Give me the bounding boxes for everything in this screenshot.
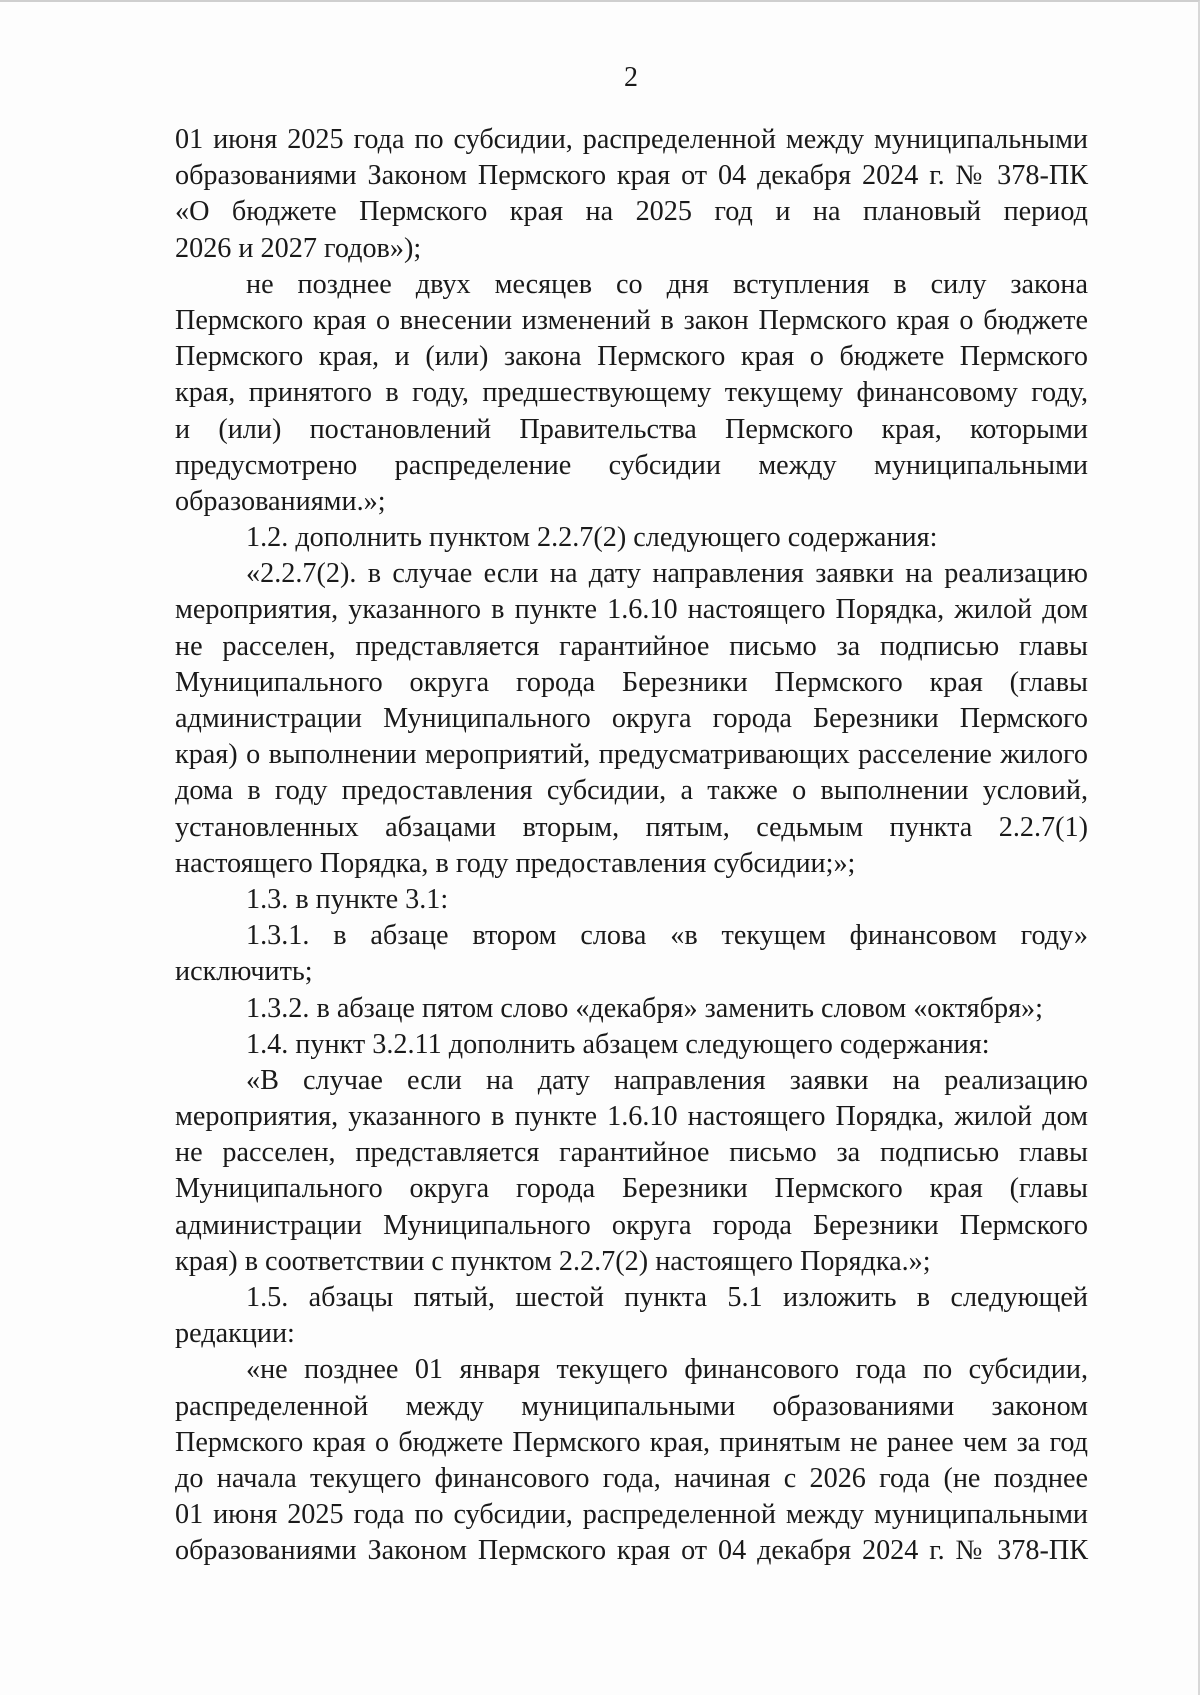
text-line: края) в соответствии с пунктом 2.2.7(2) настоящего Порядка.»; (175, 1245, 931, 1277)
text-line: края) о выполнении мероприятий, предусматривающих расселение жилого (175, 739, 1088, 771)
text-line: администрации Муниципального округа города Березники Пермского (175, 703, 1088, 734)
paragraph (175, 520, 1088, 556)
text-line: предусмотрено распределение субсидии между муниципальными (175, 449, 1088, 481)
text-line: 1.3.1. в абзаце втором слова «в текущем финансовом году» (246, 920, 1088, 952)
text-line: 01 июня 2025 года по субсидии, распределенной между муниципальными (175, 124, 1088, 155)
text-line: образованиями Законом Пермского края от 04 декабря 2024 г. № 378-ПК (175, 1535, 1088, 1567)
paragraph (175, 991, 1088, 1027)
text-line: настоящего Порядка, в году предоставления субсидии;»; (175, 847, 856, 879)
document-body (175, 122, 1088, 1570)
text-line: образованиями.»; (175, 485, 386, 517)
text-line: Пермского края о внесении изменений в закон Пермского края о бюджете (175, 304, 1088, 336)
paragraph (175, 122, 1088, 267)
paragraph (175, 1352, 1088, 1569)
paragraph (175, 882, 1088, 918)
text-line: администрации Муниципального округа города Березники Пермского (175, 1209, 1088, 1241)
text-line: исключить; (175, 956, 313, 988)
text-line: 1.4. пункт 3.2.11 дополнить абзацем следующего содержания: (246, 1028, 990, 1060)
paragraph (175, 267, 1088, 520)
text-line: до начала текущего финансового года, начиная с 2026 года (не позднее (175, 1462, 1088, 1494)
text-line: не позднее двух месяцев со дня вступления в силу закона (246, 268, 1088, 300)
text-line: Муниципального округа города Березники Пермского края (главы (175, 666, 1088, 698)
text-line: 01 июня 2025 года по субсидии, распределенной между муниципальными (175, 1499, 1088, 1531)
text-line: не расселен, представляется гарантийное письмо за подписью главы (175, 1137, 1088, 1169)
text-line: края, принятого в году, предшествующему текущему финансовому году, (175, 377, 1088, 409)
text-line: «В случае если на дату направления заявки на реализацию (246, 1064, 1088, 1096)
text-line: Пермского края, и (или) закона Пермского края о бюджете Пермского (175, 341, 1088, 373)
text-line: дома в году предоставления субсидии, а также о выполнении условий, (175, 775, 1088, 807)
text-line: не расселен, представляется гарантийное письмо за подписью главы (175, 630, 1088, 662)
text-line: и (или) постановлений Правительства Пермского края, которыми (175, 413, 1088, 445)
text-line: 1.5. абзацы пятый, шестой пункта 5.1 изложить в следующей (246, 1282, 1088, 1313)
paragraph (175, 1063, 1088, 1280)
paragraph (175, 918, 1088, 990)
text-line: редакции: (175, 1318, 295, 1350)
text-line: 1.2. дополнить пунктом 2.2.7(2) следующего содержания: (246, 522, 938, 554)
page-number: 2 (624, 62, 638, 93)
text-line: Пермского края о бюджете Пермского края, принятым не ранее чем за год (175, 1426, 1088, 1458)
text-line: Муниципального округа города Березники Пермского края (главы (175, 1173, 1088, 1205)
paragraph (175, 1027, 1088, 1063)
text-line: распределенной между муниципальными образованиями законом (175, 1390, 1088, 1422)
text-line: «2.2.7(2). в случае если на дату направления заявки на реализацию (246, 558, 1088, 590)
text-line: мероприятия, указанного в пункте 1.6.10 настоящего Порядка, жилой дом (175, 1101, 1088, 1133)
text-line: 1.3.2. в абзаце пятом слово «декабря» заменить словом «октября»; (246, 992, 1043, 1024)
text-line: «не позднее 01 января текущего финансового года по субсидии, (246, 1354, 1088, 1386)
text-line: «О бюджете Пермского края на 2025 год и на плановый период (175, 196, 1088, 228)
text-line: 2026 и 2027 годов»); (175, 232, 422, 264)
paragraph (175, 556, 1088, 882)
paragraph (175, 1280, 1088, 1352)
text-line: мероприятия, указанного в пункте 1.6.10 настоящего Порядка, жилой дом (175, 594, 1088, 626)
text-line: установленных абзацами вторым, пятым, седьмым пункта 2.2.7(1) (175, 811, 1088, 843)
text-line: 1.3. в пункте 3.1: (246, 883, 449, 915)
text-line: образованиями Законом Пермского края от 04 декабря 2024 г. № 378-ПК (175, 160, 1088, 192)
